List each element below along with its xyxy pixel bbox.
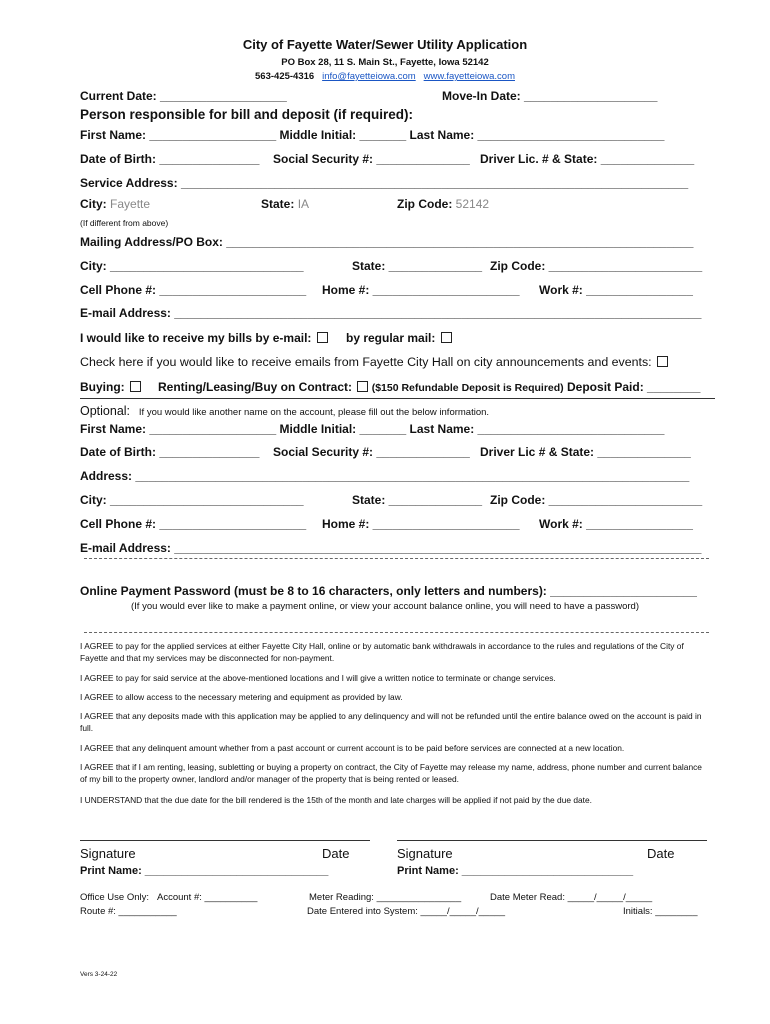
- deposit-note: ($150 Refundable Deposit is Required): [371, 382, 564, 394]
- date-entered-field[interactable]: Date Entered into System: _____/_____/_____: [307, 906, 506, 917]
- meter-reading-field[interactable]: Meter Reading: ________________: [309, 892, 462, 903]
- optional-city-field[interactable]: City: _____________________________: [80, 493, 304, 507]
- bills-mail-checkbox[interactable]: [441, 332, 452, 343]
- buying-label: Buying:: [80, 380, 125, 394]
- signature-label-2: Signature: [397, 846, 453, 861]
- primary-dob-field[interactable]: Date of Birth: _______________: [80, 152, 260, 166]
- dashed-divider: [84, 632, 709, 633]
- agreement-item: I AGREE to pay for said service at the above-mentioned locations and I will give a written notice to terminate or change services.: [80, 673, 556, 683]
- agreement-item: I AGREE that if I am renting, leasing, subletting or buying a property on contract, the City of Fayette may release my name, address, phone number and current balance of my bill to the property owner, landlord and/or manager of the property that is being rented or leased.: [80, 762, 702, 784]
- primary-ssn-field[interactable]: Social Security #: ______________: [273, 152, 470, 166]
- route-number-field[interactable]: Route #: ___________: [80, 906, 177, 917]
- optional-zip-field[interactable]: Zip Code: _______________________: [490, 493, 703, 507]
- agreement-item: I AGREE to pay for the applied services at either Fayette City Hall, online or by automatic bank withdrawals in accordance to the rules and regulations of the City of Fayette and that my services may be disconnected for non-payment.: [80, 641, 684, 663]
- password-note: (If you would ever like to make a payment online, or view your account balance online, you will need to have a password): [131, 601, 639, 612]
- print-name-field-2[interactable]: Print Name: ____________________________: [397, 865, 634, 877]
- bills-mail-label: by regular mail:: [346, 331, 436, 345]
- optional-ssn-field[interactable]: Social Security #: ______________: [273, 445, 470, 459]
- office-use-label: Office Use Only:: [80, 892, 149, 903]
- optional-dob-field[interactable]: Date of Birth: _______________: [80, 445, 260, 459]
- service-zip: [397, 197, 489, 211]
- bills-email-option: [80, 331, 328, 345]
- initials-field[interactable]: Initials: ________: [623, 906, 698, 917]
- password-field[interactable]: Online Payment Password (must be 8 to 16 characters, only letters and numbers): ______________________: [80, 584, 697, 598]
- optional-note: If you would like another name on the account, please fill out the below information.: [138, 407, 490, 418]
- renting-checkbox[interactable]: [357, 381, 368, 392]
- form-title: City of Fayette Water/Sewer Utility Application: [242, 37, 528, 52]
- zip-value: 52142: [455, 197, 490, 211]
- optional-cell-field[interactable]: Cell Phone #: ______________________: [80, 517, 307, 531]
- announcements-option: [80, 355, 668, 369]
- service-address-field[interactable]: Service Address: ____________________________________________________________________________: [80, 176, 689, 190]
- current-date-field[interactable]: Current Date: ___________________: [80, 89, 287, 103]
- mailing-city-field[interactable]: City: _____________________________: [80, 259, 304, 273]
- mailing-zip-field[interactable]: Zip Code: _______________________: [490, 259, 703, 273]
- renting-label: Renting/Leasing/Buy on Contract:: [158, 380, 353, 394]
- email-link[interactable]: info@fayetteiowa.com: [322, 71, 416, 82]
- buying-checkbox[interactable]: [130, 381, 141, 392]
- city-value: Fayette: [110, 197, 151, 211]
- date-label-1: Date: [322, 846, 350, 861]
- optional-driver-field[interactable]: Driver Lic # & State: ______________: [480, 445, 691, 459]
- header-phone: 563-425-4316: [255, 71, 315, 82]
- service-state: [261, 197, 309, 211]
- city-label: City:: [80, 197, 107, 211]
- version-label: Vers 3-24-22: [80, 971, 118, 978]
- deposit-paid-field[interactable]: Deposit Paid: ________: [567, 380, 701, 394]
- mailing-state-field[interactable]: State: ______________: [352, 259, 483, 273]
- date-label-2: Date: [647, 846, 675, 861]
- signature-line-1[interactable]: [80, 840, 370, 841]
- divider: [80, 398, 715, 399]
- dashed-divider: [84, 558, 709, 559]
- bills-mail-option: [346, 331, 452, 345]
- optional-address-field[interactable]: Address: ___________________________________________________________________________________: [80, 469, 690, 483]
- optional-state-field[interactable]: State: ______________: [352, 493, 483, 507]
- announcements-checkbox[interactable]: [657, 356, 668, 367]
- email-address-field[interactable]: E-mail Address: _______________________________________________________________________________: [80, 306, 702, 320]
- service-city: [80, 197, 150, 211]
- bills-email-checkbox[interactable]: [317, 332, 328, 343]
- optional-header: [80, 402, 489, 420]
- optional-label: Optional:: [80, 404, 131, 418]
- state-label: State:: [261, 197, 295, 211]
- signature-label-1: Signature: [80, 846, 136, 861]
- date-meter-read-field[interactable]: Date Meter Read: _____/_____/_____: [490, 892, 653, 903]
- primary-name-fields[interactable]: First Name: ___________________ Middle Initial: _______ Last Name: ____________________________: [80, 128, 665, 142]
- account-number-field[interactable]: Account #: __________: [157, 892, 258, 903]
- header-address: PO Box 28, 11 S. Main St., Fayette, Iowa 52142: [281, 57, 489, 68]
- agreement-item: I UNDERSTAND that the due date for the bill rendered is the 15th of the month and late charges will be applied if not paid by the due date.: [80, 795, 592, 805]
- website-link[interactable]: www.fayetteiowa.com: [423, 71, 515, 82]
- print-name-field-1[interactable]: Print Name: ______________________________: [80, 865, 329, 877]
- state-value: IA: [297, 197, 310, 211]
- agreement-item: I AGREE that any deposits made with this application may be applied to any delinquency and will not be refunded until the entire balance owed on the account is paid in full.: [80, 711, 702, 733]
- agreement-item: I AGREE to allow access to the necessary metering and equipment as provided by law.: [80, 692, 403, 702]
- cell-phone-field[interactable]: Cell Phone #: ______________________: [80, 283, 307, 297]
- mailing-address-field[interactable]: Mailing Address/PO Box: ______________________________________________________________________: [80, 235, 694, 249]
- if-different-note: (If different from above): [80, 218, 169, 228]
- announcements-label: Check here if you would like to receive emails from Fayette City Hall on city announcements and events:: [80, 355, 652, 369]
- home-phone-field[interactable]: Home #: ______________________: [322, 283, 520, 297]
- signature-line-2[interactable]: [397, 840, 707, 841]
- optional-home-field[interactable]: Home #: ______________________: [322, 517, 520, 531]
- move-in-date-field[interactable]: Move-In Date: ____________________: [442, 89, 658, 103]
- primary-driver-field[interactable]: Driver Lic. # & State: ______________: [480, 152, 695, 166]
- agreement-item: I AGREE that any delinquent amount whether from a past account or current account is to be paid before services are connected at a new location.: [80, 743, 625, 753]
- optional-email-field[interactable]: E-mail Address: _______________________________________________________________________________: [80, 541, 702, 555]
- responsible-heading: Person responsible for bill and deposit (if required):: [80, 107, 414, 122]
- work-phone-field[interactable]: Work #: ________________: [539, 283, 693, 297]
- bills-email-label: I would like to receive my bills by e-mail:: [80, 331, 312, 345]
- header-contacts: [0, 71, 770, 82]
- optional-name-fields[interactable]: First Name: ___________________ Middle Initial: _______ Last Name: ____________________________: [80, 422, 665, 436]
- buying-option: [80, 380, 141, 394]
- renting-option: [158, 380, 700, 394]
- optional-work-field[interactable]: Work #: ________________: [539, 517, 693, 531]
- zip-label: Zip Code:: [397, 197, 453, 211]
